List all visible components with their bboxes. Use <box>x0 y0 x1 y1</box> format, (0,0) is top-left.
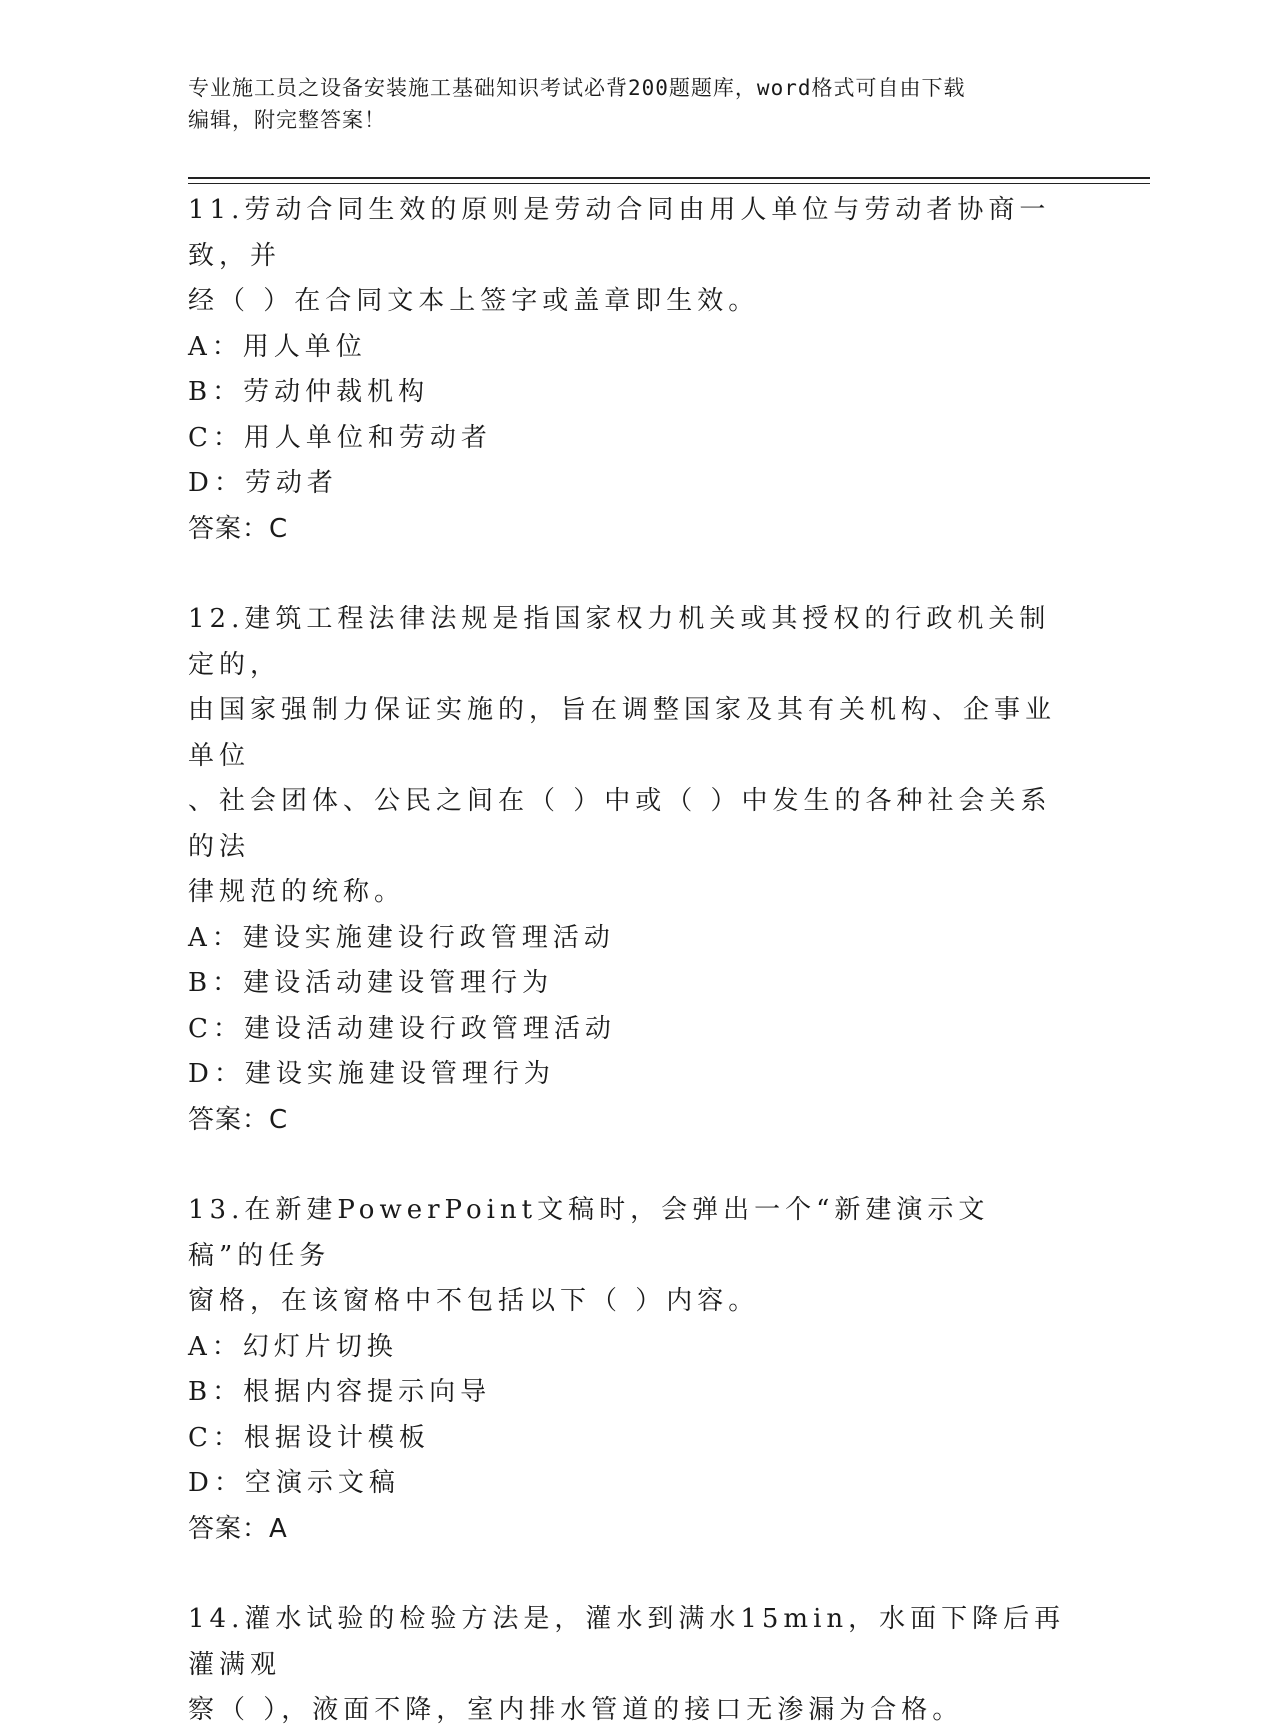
answer-line: 答案：A <box>188 1513 288 1544</box>
option-c: C：根据设计模板 <box>188 1422 430 1453</box>
option-d: D：空演示文稿 <box>188 1468 400 1498</box>
question-stem-line: 11.劳动合同生效的原则是劳动合同由用人单位与劳动者协商一致，并 <box>188 195 1051 271</box>
question-stem-line: 由国家强制力保证实施的，旨在调整国家及其有关机构、企事业单位 <box>188 695 1057 771</box>
answer-line: 答案：C <box>188 513 289 544</box>
question-stem-line: 12.建筑工程法律法规是指国家权力机关或其授权的行政机关制定的， <box>188 604 1051 680</box>
question-stem-line: 、社会团体、公民之间在（ ）中或（ ）中发生的各种社会关系的法 <box>188 786 1052 862</box>
option-c: C：建设活动建设行政管理活动 <box>188 1013 616 1044</box>
option-a: A：幻灯片切换 <box>188 1331 398 1362</box>
question-stem-line: 经（ ）在合同文本上签字或盖章即生效。 <box>188 286 760 316</box>
header-divider-thick <box>188 177 1150 179</box>
question-11 <box>188 188 1068 552</box>
option-d: D：劳动者 <box>188 468 338 498</box>
answer-line: 答案：C <box>188 1104 289 1135</box>
question-spacer <box>188 1143 1068 1188</box>
question-spacer <box>188 552 1068 597</box>
option-b: B：劳动仲裁机构 <box>188 377 430 407</box>
question-stem-line: 14.灌水试验的检验方法是，灌水到满水15min，水面下降后再灌满观 <box>188 1604 1066 1680</box>
header-line-2: 编辑，附完整答案！ <box>188 108 386 132</box>
question-14 <box>188 1597 1068 1734</box>
question-stem-line: 察（ ），液面不降，室内排水管道的接口无渗漏为合格。 <box>188 1695 964 1725</box>
question-stem-line: 13.在新建PowerPoint文稿时，会弹出一个“新建演示文稿”的任务 <box>188 1195 990 1271</box>
question-stem-line: 窗格，在该窗格中不包括以下（ ）内容。 <box>188 1286 760 1316</box>
option-d: D：建设实施建设管理行为 <box>188 1059 555 1089</box>
option-b: B：建设活动建设管理行为 <box>188 968 554 998</box>
document-header <box>188 72 1068 136</box>
question-spacer <box>188 1552 1068 1597</box>
option-b: B：根据内容提示向导 <box>188 1377 492 1407</box>
question-13 <box>188 1188 1068 1552</box>
question-list <box>188 188 1068 1734</box>
question-stem-line: 律规范的统称。 <box>188 877 406 907</box>
option-a: A：用人单位 <box>188 331 367 362</box>
header-line-1: 专业施工员之设备安装施工基础知识考试必背200题题库，word格式可自由下载 <box>188 76 966 100</box>
question-12 <box>188 597 1068 1143</box>
option-a: A：建设实施建设行政管理活动 <box>188 922 615 953</box>
header-divider-thin <box>188 183 1150 184</box>
option-c: C：用人单位和劳动者 <box>188 422 492 453</box>
